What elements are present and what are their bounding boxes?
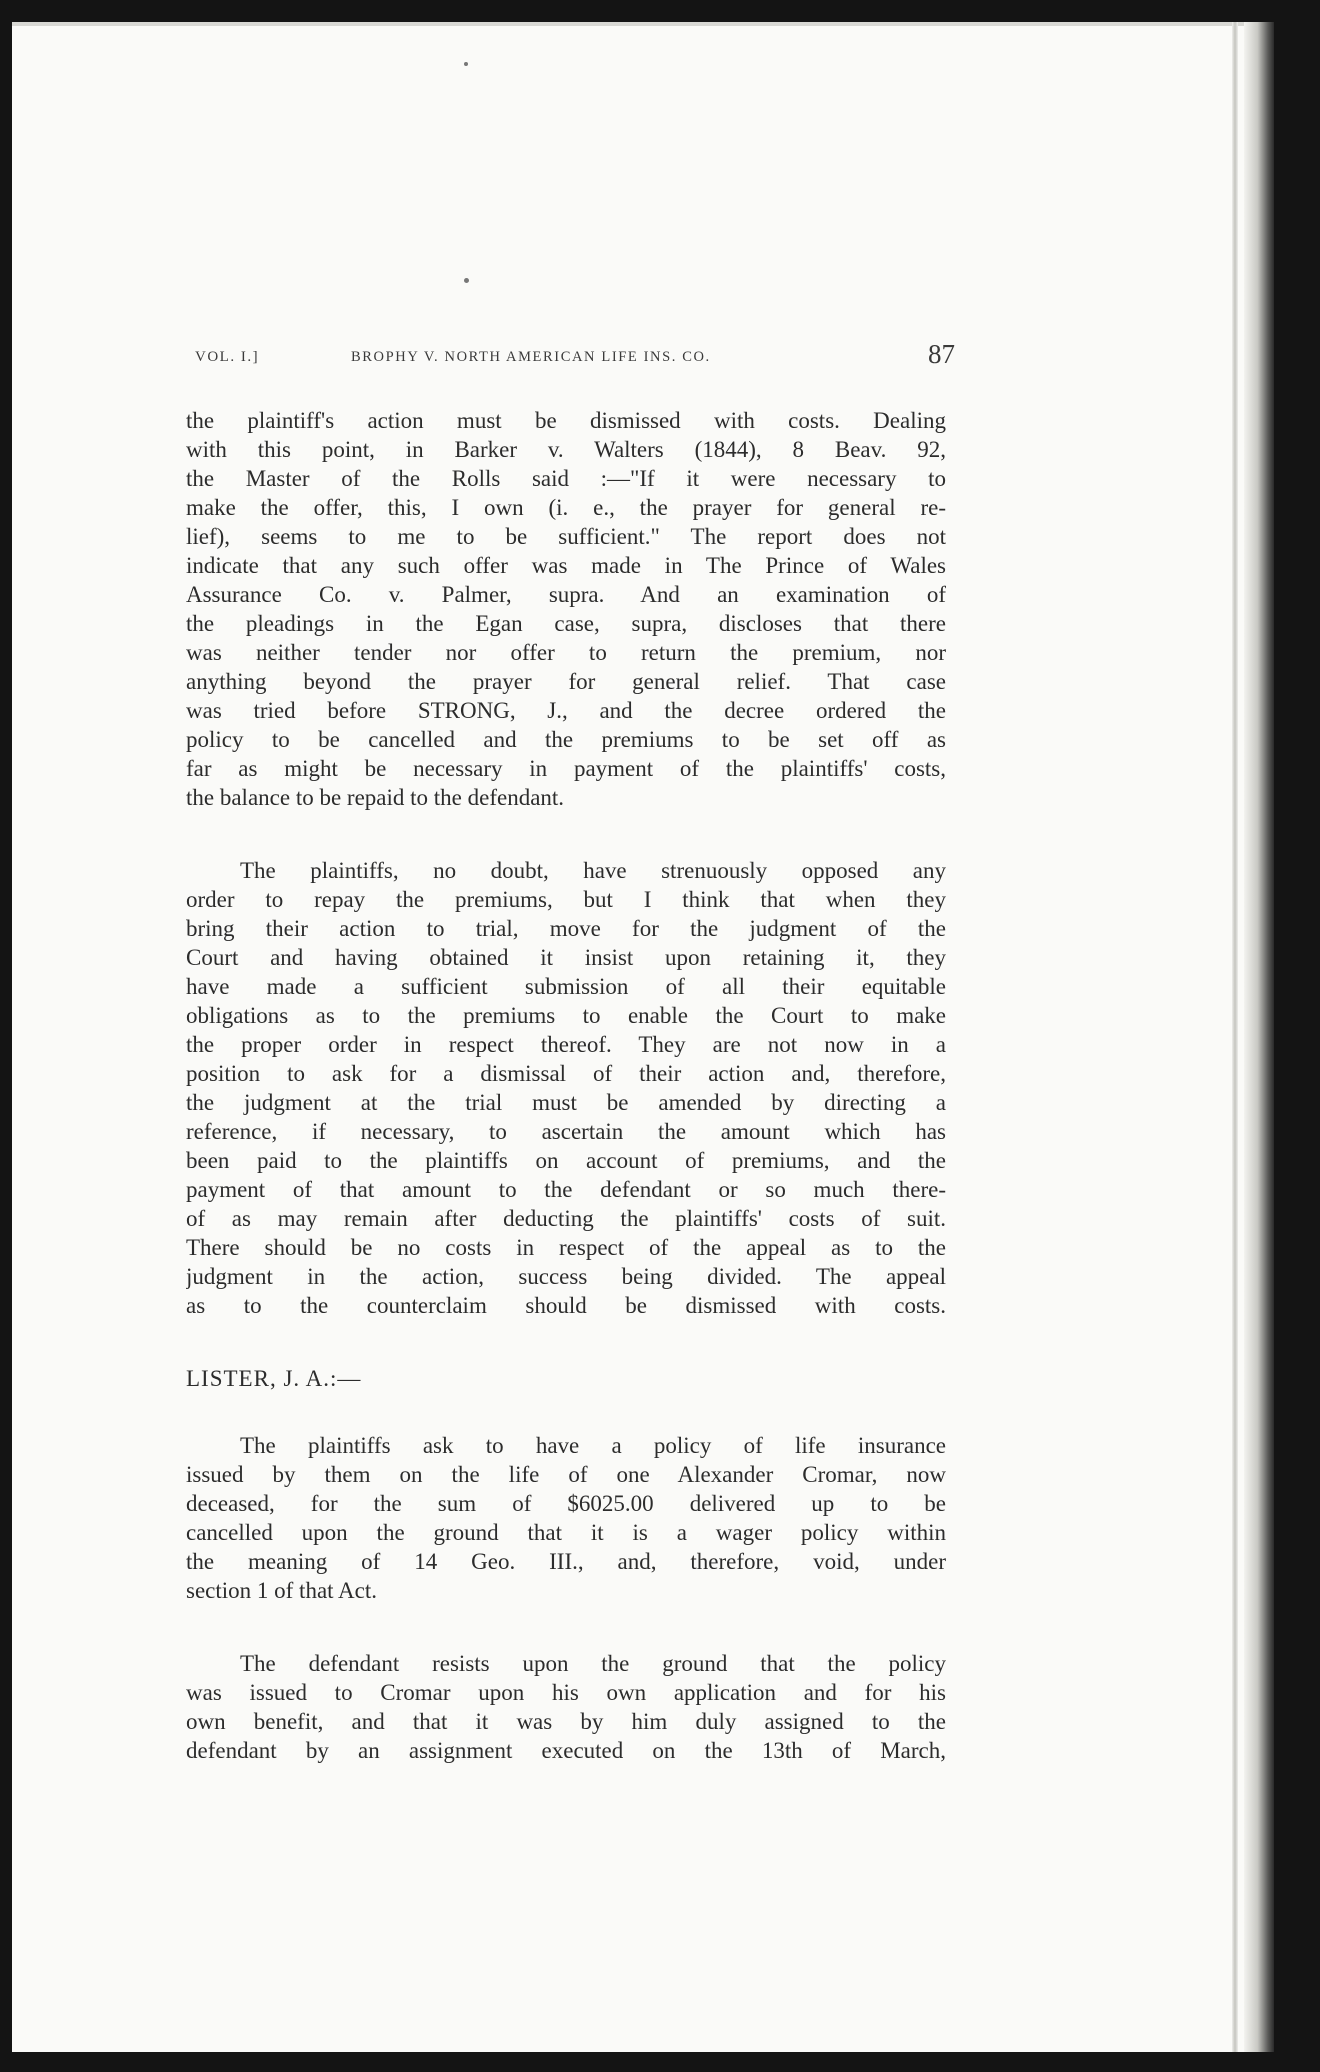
paragraph [186,1649,946,1765]
text-line: indicate that any such offer was made in The Prince of Wales [186,553,946,578]
text-line: with this point, in Barker v. Walters (1844), 8 Beav. 92, [186,437,946,462]
text-line: deceased, for the sum of $6025.00 delivered up to be [186,1491,946,1516]
body-text [186,406,946,1765]
dust-speck [464,62,468,66]
text-line: the balance to be repaid to the defendant. [186,785,565,810]
text-line: the proper order in respect thereof. They are not now in a [186,1032,946,1057]
page-edge-shadow [1232,22,1238,2052]
text-line: payment of that amount to the defendant or so much there- [186,1177,946,1202]
text-line: was tried before STRONG, J., and the decree ordered the [186,698,946,723]
text-line: bring their action to trial, move for the judgment of the [186,916,946,941]
text-line: There should be no costs in respect of the appeal as to the [186,1235,946,1260]
judge-heading: LISTER, J. A.:— [186,1366,362,1391]
text-line: make the offer, this, I own (i. e., the prayer for general re- [186,495,946,520]
text-line: the Master of the Rolls said :—"If it were necessary to [186,466,946,491]
text-line: policy to be cancelled and the premiums to be set off as [186,727,946,752]
text-line: far as might be necessary in payment of the plaintiffs' costs, [186,756,946,781]
text-line: The plaintiffs ask to have a policy of life insurance [240,1433,946,1458]
page-top-edge [12,22,1274,26]
text-line: as to the counterclaim should be dismissed with costs. [186,1293,946,1318]
text-line: position to ask for a dismissal of their action and, therefore, [186,1061,946,1086]
text-line: issued by them on the life of one Alexander Cromar, now [186,1462,946,1487]
paragraph [186,856,946,1320]
paragraph [186,1431,946,1605]
page-number: 87 [928,339,955,369]
text-line: Court and having obtained it insist upon retaining it, they [186,945,946,970]
text-line: own benefit, and that it was by him duly assigned to the [186,1709,946,1734]
text-line: order to repay the premiums, but I think that when they [186,887,946,912]
text-line: was issued to Cromar upon his own application and for his [186,1680,946,1705]
paragraph [186,406,946,812]
text-line: cancelled upon the ground that it is a wager policy within [186,1520,946,1545]
text-line: reference, if necessary, to ascertain the amount which has [186,1119,946,1144]
text-line: the meaning of 14 Geo. III., and, therefore, void, under [186,1549,946,1574]
text-line: The plaintiffs, no doubt, have strenuously opposed any [240,858,946,883]
text-line: the judgment at the trial must be amended by directing a [186,1090,946,1115]
text-line: section 1 of that Act. [186,1578,377,1603]
text-line: obligations as to the premiums to enable the Court to make [186,1003,946,1028]
text-line: lief), seems to me to be sufficient." The report does not [186,524,946,549]
text-line: of as may remain after deducting the plaintiffs' costs of suit. [186,1206,946,1231]
scanned-page [12,22,1274,2052]
text-line: was neither tender nor offer to return the premium, nor [186,640,946,665]
text-line: the plaintiff's action must be dismissed with costs. Dealing [186,408,946,433]
running-header [195,339,955,379]
text-line: the pleadings in the Egan case, supra, discloses that there [186,611,946,636]
text-line: judgment in the action, success being divided. The appeal [186,1264,946,1289]
page-right-edge [1244,22,1274,2052]
text-line: defendant by an assignment executed on the 13th of March, [186,1738,946,1763]
volume-label: VOL. I.] [195,349,260,365]
text-line: have made a sufficient submission of all their equitable [186,974,946,999]
dust-speck [464,278,469,283]
text-line: anything beyond the prayer for general relief. That case [186,669,946,694]
text-line: been paid to the plaintiffs on account of premiums, and the [186,1148,946,1173]
text-line: The defendant resists upon the ground that the policy [240,1651,946,1676]
text-line: Assurance Co. v. Palmer, supra. And an examination of [186,582,946,607]
running-title: BROPHY V. NORTH AMERICAN LIFE INS. CO. [351,349,711,365]
